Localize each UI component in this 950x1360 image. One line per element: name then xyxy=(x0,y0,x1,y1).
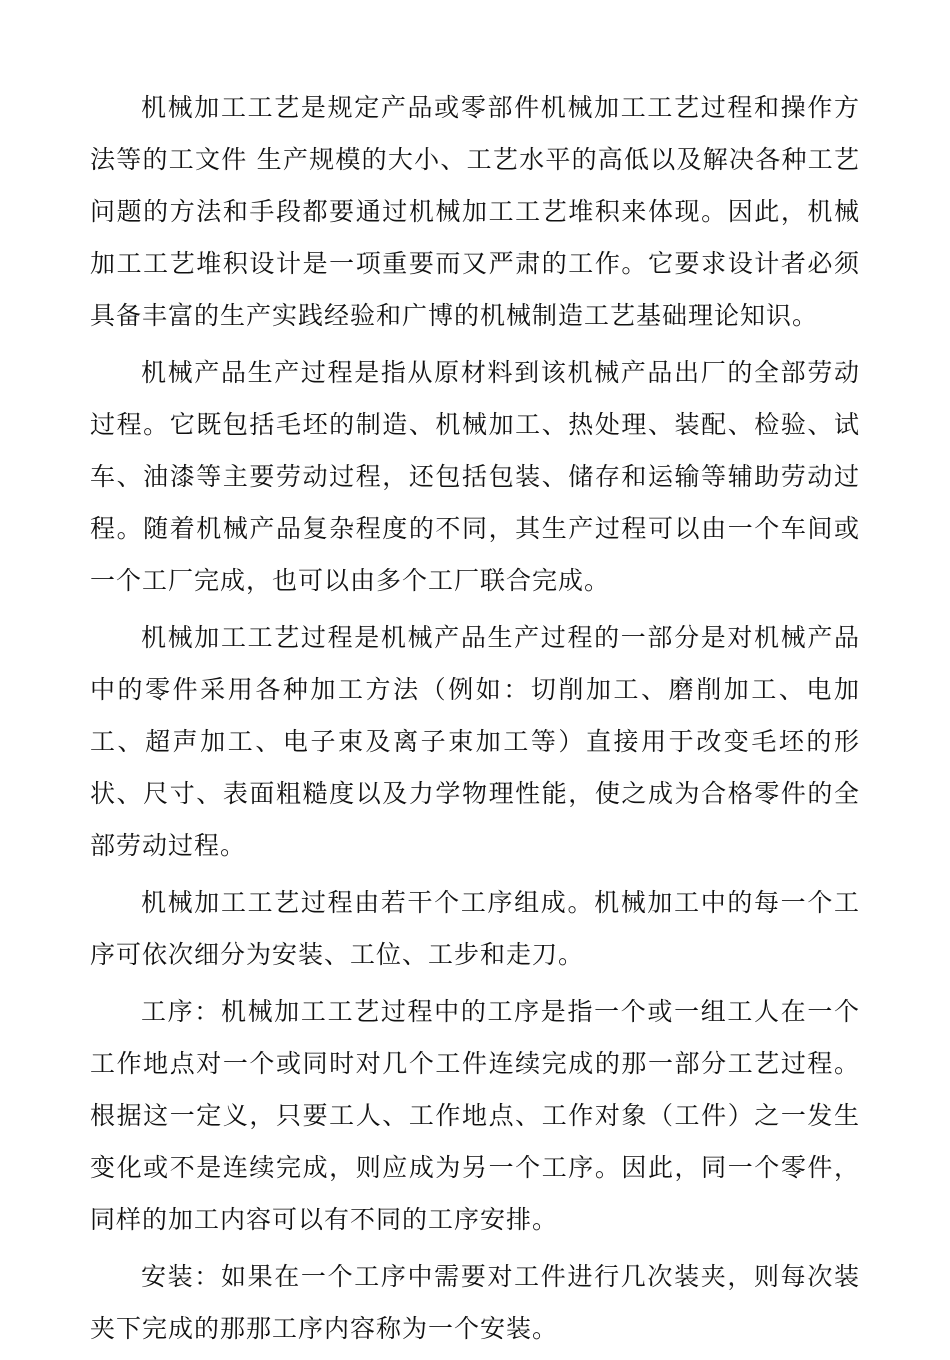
document-body xyxy=(90,82,860,1360)
paragraph-process-composition: 机械加工工艺过程由若干个工序组成。机械加工中的每一个工序可依次细分为安装、工位、工步和走刀。 xyxy=(90,888,860,969)
paragraph-machining-process: 机械加工工艺过程是机械产品生产过程的一部分是对机械产品中的零件采用各种加工方法（例如：切削加工、磨削加工、电加工、超声加工、电子束及离子束加工等）直接用于改变毛坯的形状、尺寸、表面粗糙度以及力学物理性能，使之成为合格零件的全部劳动过程。 xyxy=(90,623,860,860)
paragraph-setup: 安装：如果在一个工序中需要对工件进行几次装夹，则每次装夹下完成的那那工序内容称为一个安装。 xyxy=(90,1262,860,1343)
paragraph-process-definition: 机械加工工艺是规定产品或零部件机械加工工艺过程和操作方法等的工文件 生产规模的大小、工艺水平的高低以及解决各种工艺问题的方法和手段都要通过机械加工工艺堆积来体现。因此，机械加工工艺堆积设计是一项重要而又严肃的工作。它要求设计者必须具备丰富的生产实践经验和广博的机械制造工艺基础理论知识。 xyxy=(90,93,860,330)
paragraph-production-process: 机械产品生产过程是指从原材料到该机械产品出厂的全部劳动过程。它既包括毛坯的制造、机械加工、热处理、装配、检验、试车、油漆等主要劳动过程，还包括包装、储存和运输等辅助劳动过程。随着机械产品复杂程度的不同，其生产过程可以由一个车间或一个工厂完成，也可以由多个工厂联合完成。 xyxy=(90,358,860,595)
paragraph-operation: 工序：机械加工工艺过程中的工序是指一个或一组工人在一个工作地点对一个或同时对几个工件连续完成的那一部分工艺过程。根据这一定义，只要工人、工作地点、工作对象（工件）之一发生变化或不是连续完成，则应成为另一个工序。因此，同一个零件，同样的加工内容可以有不同的工序安排。 xyxy=(90,997,860,1234)
